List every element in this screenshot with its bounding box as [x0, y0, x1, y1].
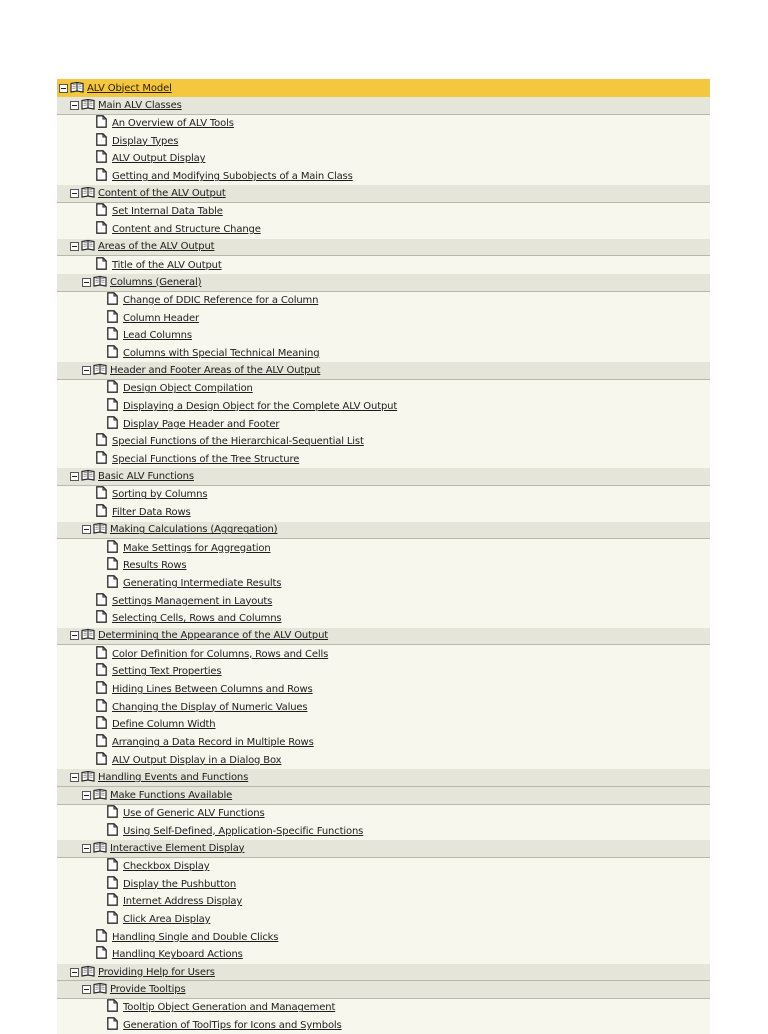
book-icon — [81, 186, 95, 198]
tree-link[interactable]: Handling Events and Functions — [98, 771, 249, 783]
document-icon — [107, 911, 118, 924]
tree-document-row[interactable] — [57, 928, 710, 946]
tree-folder-row[interactable] — [57, 274, 710, 292]
document-icon — [96, 716, 107, 729]
document-icon — [96, 451, 107, 464]
tree-link[interactable]: Determining the Appearance of the ALV Output — [98, 630, 329, 642]
tree-link[interactable]: Lead Columns — [123, 330, 192, 342]
tree-link[interactable]: Providing Help for Users — [98, 966, 215, 978]
document-icon — [107, 805, 118, 818]
book-icon — [93, 788, 107, 800]
tree-link[interactable]: Make Functions Available — [110, 789, 233, 801]
tree-document-row[interactable] — [57, 592, 710, 610]
document-icon — [96, 133, 107, 146]
tree-link[interactable]: Interactive Element Display — [110, 842, 245, 854]
document-icon — [96, 168, 107, 181]
tree-folder-row[interactable] — [57, 185, 710, 203]
tree-link[interactable]: Filter Data Rows — [112, 507, 191, 519]
tree-link[interactable]: Make Settings for Aggregation — [123, 542, 271, 554]
tree-folder-row[interactable] — [57, 787, 710, 805]
tree-link[interactable]: Change of DDIC Reference for a Column — [123, 294, 319, 306]
document-icon — [96, 257, 107, 270]
tree-document-row[interactable] — [57, 911, 710, 929]
tree-link[interactable]: Define Column Width — [112, 719, 216, 731]
collapse-minus-icon[interactable] — [70, 472, 79, 481]
collapse-minus-icon[interactable] — [70, 968, 79, 977]
collapse-minus-icon[interactable] — [82, 366, 91, 375]
tree-document-row[interactable] — [57, 327, 710, 345]
tree-document-row[interactable] — [57, 486, 710, 504]
tree-document-row[interactable] — [57, 203, 710, 221]
document-icon — [96, 699, 107, 712]
document-icon — [96, 115, 107, 128]
book-icon — [93, 275, 107, 287]
document-icon — [96, 504, 107, 517]
tree-document-row[interactable] — [57, 1017, 710, 1034]
tree-link[interactable]: Main ALV Classes — [98, 99, 182, 111]
tree-link[interactable]: Handling Keyboard Actions — [112, 949, 243, 961]
tree-link[interactable]: Column Header — [123, 312, 199, 324]
tree-link[interactable]: Content and Structure Change — [112, 224, 261, 236]
tree-document-row[interactable] — [57, 716, 710, 734]
tree-link[interactable]: Basic ALV Functions — [98, 471, 194, 483]
tree-link[interactable]: Special Functions of the Tree Structure — [112, 454, 300, 466]
book-icon — [93, 982, 107, 994]
tree-document-row[interactable] — [57, 150, 710, 168]
document-icon — [96, 752, 107, 765]
tree-folder-row[interactable] — [57, 840, 710, 858]
document-icon — [107, 345, 118, 358]
tree-folder-row[interactable] — [57, 468, 710, 486]
tree-link[interactable]: Header and Footer Areas of the ALV Output — [110, 365, 321, 377]
collapse-minus-icon[interactable] — [59, 84, 68, 93]
tree-link[interactable]: ALV Output Display in a Dialog Box — [112, 754, 282, 766]
tree-document-row[interactable] — [57, 698, 710, 716]
book-icon — [81, 469, 95, 481]
tree-link[interactable]: Provide Tooltips — [110, 984, 186, 996]
tree-link[interactable]: Title of the ALV Output — [112, 259, 222, 271]
tree-link[interactable]: ALV Object Model — [87, 82, 172, 94]
tree-document-row[interactable] — [57, 539, 710, 557]
tree-link[interactable]: Handling Single and Double Clicks — [112, 931, 279, 943]
tree-link[interactable]: Generating Intermediate Results — [123, 577, 282, 589]
tree-folder-row[interactable] — [57, 239, 710, 257]
tree-folder-row[interactable] — [57, 769, 710, 787]
tree-document-row[interactable] — [57, 380, 710, 398]
document-icon — [107, 893, 118, 906]
tree-document-row[interactable] — [57, 751, 710, 769]
tree-document-row[interactable] — [57, 132, 710, 150]
tree-link[interactable]: Getting and Modifying Subobjects of a Main Class — [112, 171, 353, 183]
document-icon — [107, 823, 118, 836]
tree-link[interactable]: Content of the ALV Output — [98, 188, 226, 200]
tree-link[interactable]: Using Self-Defined, Application-Specific Functions — [123, 825, 364, 837]
tree-document-row[interactable] — [57, 115, 710, 133]
tree-link[interactable]: Columns (General) — [110, 276, 202, 288]
book-icon — [93, 522, 107, 534]
tree-link[interactable]: An Overview of ALV Tools — [112, 118, 234, 130]
tree-link[interactable]: Color Definition for Columns, Rows and Cells — [112, 648, 329, 660]
tree-folder-row[interactable] — [57, 522, 710, 540]
document-icon — [107, 292, 118, 305]
tree-folder-row[interactable] — [57, 362, 710, 380]
book-icon — [93, 363, 107, 375]
document-icon — [96, 593, 107, 606]
tree-folder-row[interactable] — [57, 628, 710, 646]
tree-document-row[interactable] — [57, 168, 710, 186]
tree-document-row[interactable] — [57, 309, 710, 327]
tree-document-row[interactable] — [57, 645, 710, 663]
tree-link[interactable]: Checkbox Display — [123, 860, 210, 872]
document-icon — [96, 203, 107, 216]
document-icon — [107, 416, 118, 429]
tree-document-row[interactable] — [57, 575, 710, 593]
document-icon — [107, 999, 118, 1012]
collapse-minus-icon[interactable] — [82, 525, 91, 534]
tree-document-row[interactable] — [57, 875, 710, 893]
document-icon — [96, 681, 107, 694]
tree-link[interactable]: Sorting by Columns — [112, 489, 208, 501]
tree-link[interactable]: Setting Text Properties — [112, 666, 222, 678]
tree-link[interactable]: Making Calculations (Aggregation) — [110, 524, 278, 536]
book-icon — [70, 81, 84, 93]
document-icon — [107, 858, 118, 871]
tree-link[interactable]: Changing the Display of Numeric Values — [112, 701, 308, 713]
tree-link[interactable]: Internet Address Display — [123, 896, 243, 908]
tree-document-row[interactable] — [57, 805, 710, 823]
tree-link[interactable]: Hiding Lines Between Columns and Rows — [112, 684, 313, 696]
collapse-minus-icon[interactable] — [82, 985, 91, 994]
collapse-minus-icon[interactable] — [82, 791, 91, 800]
tree-link[interactable]: Special Functions of the Hierarchical-Sequential List — [112, 436, 364, 448]
document-icon — [96, 663, 107, 676]
document-icon — [96, 946, 107, 959]
tree-document-row[interactable] — [57, 256, 710, 274]
tree-document-row[interactable] — [57, 734, 710, 752]
tree-document-row[interactable] — [57, 398, 710, 416]
book-icon — [81, 628, 95, 640]
collapse-minus-icon[interactable] — [70, 189, 79, 198]
tree-link[interactable]: Click Area Display — [123, 913, 211, 925]
tree-link[interactable]: Display Page Header and Footer — [123, 418, 280, 430]
collapse-minus-icon[interactable] — [70, 101, 79, 110]
tree-link[interactable]: Tooltip Object Generation and Management — [123, 1002, 336, 1014]
tree-link[interactable]: Columns with Special Technical Meaning — [123, 347, 320, 359]
collapse-minus-icon[interactable] — [70, 773, 79, 782]
tree-document-row[interactable] — [57, 663, 710, 681]
document-icon — [96, 433, 107, 446]
collapse-minus-icon[interactable] — [70, 631, 79, 640]
tree-document-row[interactable] — [57, 433, 710, 451]
tree-link[interactable]: Results Rows — [123, 560, 187, 572]
tree-link[interactable]: Arranging a Data Record in Multiple Rows — [112, 737, 314, 749]
document-icon — [96, 646, 107, 659]
book-icon — [93, 841, 107, 853]
tree-link[interactable]: Display Types — [112, 135, 179, 147]
tree-document-row[interactable] — [57, 557, 710, 575]
tree-folder-row[interactable] — [57, 964, 710, 982]
tree-document-row[interactable] — [57, 292, 710, 310]
tree-link[interactable]: ALV Output Display — [112, 153, 206, 165]
book-icon — [81, 770, 95, 782]
tree-link[interactable]: Displaying a Design Object for the Complete ALV Output — [123, 401, 398, 413]
tree-folder-row[interactable] — [57, 97, 710, 115]
document-icon — [107, 575, 118, 588]
book-icon — [81, 239, 95, 251]
tree-document-row[interactable] — [57, 822, 710, 840]
tree-document-row[interactable] — [57, 221, 710, 239]
tree-link[interactable]: Display the Pushbutton — [123, 878, 237, 890]
tree-document-row[interactable] — [57, 610, 710, 628]
document-icon — [96, 929, 107, 942]
document-icon — [96, 486, 107, 499]
document-icon — [96, 734, 107, 747]
tree-document-row[interactable] — [57, 504, 710, 522]
document-icon — [96, 610, 107, 623]
tree-folder-row[interactable] — [57, 981, 710, 999]
collapse-minus-icon[interactable] — [82, 278, 91, 287]
help-tree — [57, 79, 710, 1034]
tree-document-row[interactable] — [57, 858, 710, 876]
collapse-minus-icon[interactable] — [70, 242, 79, 251]
document-icon — [96, 221, 107, 234]
tree-document-row[interactable] — [57, 893, 710, 911]
document-icon — [107, 876, 118, 889]
tree-document-row[interactable] — [57, 345, 710, 363]
document-icon — [107, 540, 118, 553]
document-icon — [107, 310, 118, 323]
tree-document-row[interactable] — [57, 451, 710, 469]
tree-root-row[interactable] — [57, 79, 710, 97]
tree-document-row[interactable] — [57, 946, 710, 964]
tree-document-row[interactable] — [57, 999, 710, 1017]
document-icon — [107, 398, 118, 411]
tree-link[interactable]: Generation of ToolTips for Icons and Symbols — [123, 1020, 342, 1032]
tree-document-row[interactable] — [57, 681, 710, 699]
tree-link[interactable]: Settings Management in Layouts — [112, 595, 273, 607]
document-icon — [107, 327, 118, 340]
tree-link[interactable]: Set Internal Data Table — [112, 206, 223, 218]
document-icon — [96, 150, 107, 163]
document-icon — [107, 557, 118, 570]
tree-link[interactable]: Design Object Compilation — [123, 383, 253, 395]
tree-link[interactable]: Use of Generic ALV Functions — [123, 807, 265, 819]
tree-link[interactable]: Areas of the ALV Output — [98, 241, 215, 253]
book-icon — [81, 965, 95, 977]
collapse-minus-icon[interactable] — [82, 844, 91, 853]
tree-document-row[interactable] — [57, 415, 710, 433]
document-icon — [107, 380, 118, 393]
tree-link[interactable]: Selecting Cells, Rows and Columns — [112, 613, 282, 625]
book-icon — [81, 98, 95, 110]
